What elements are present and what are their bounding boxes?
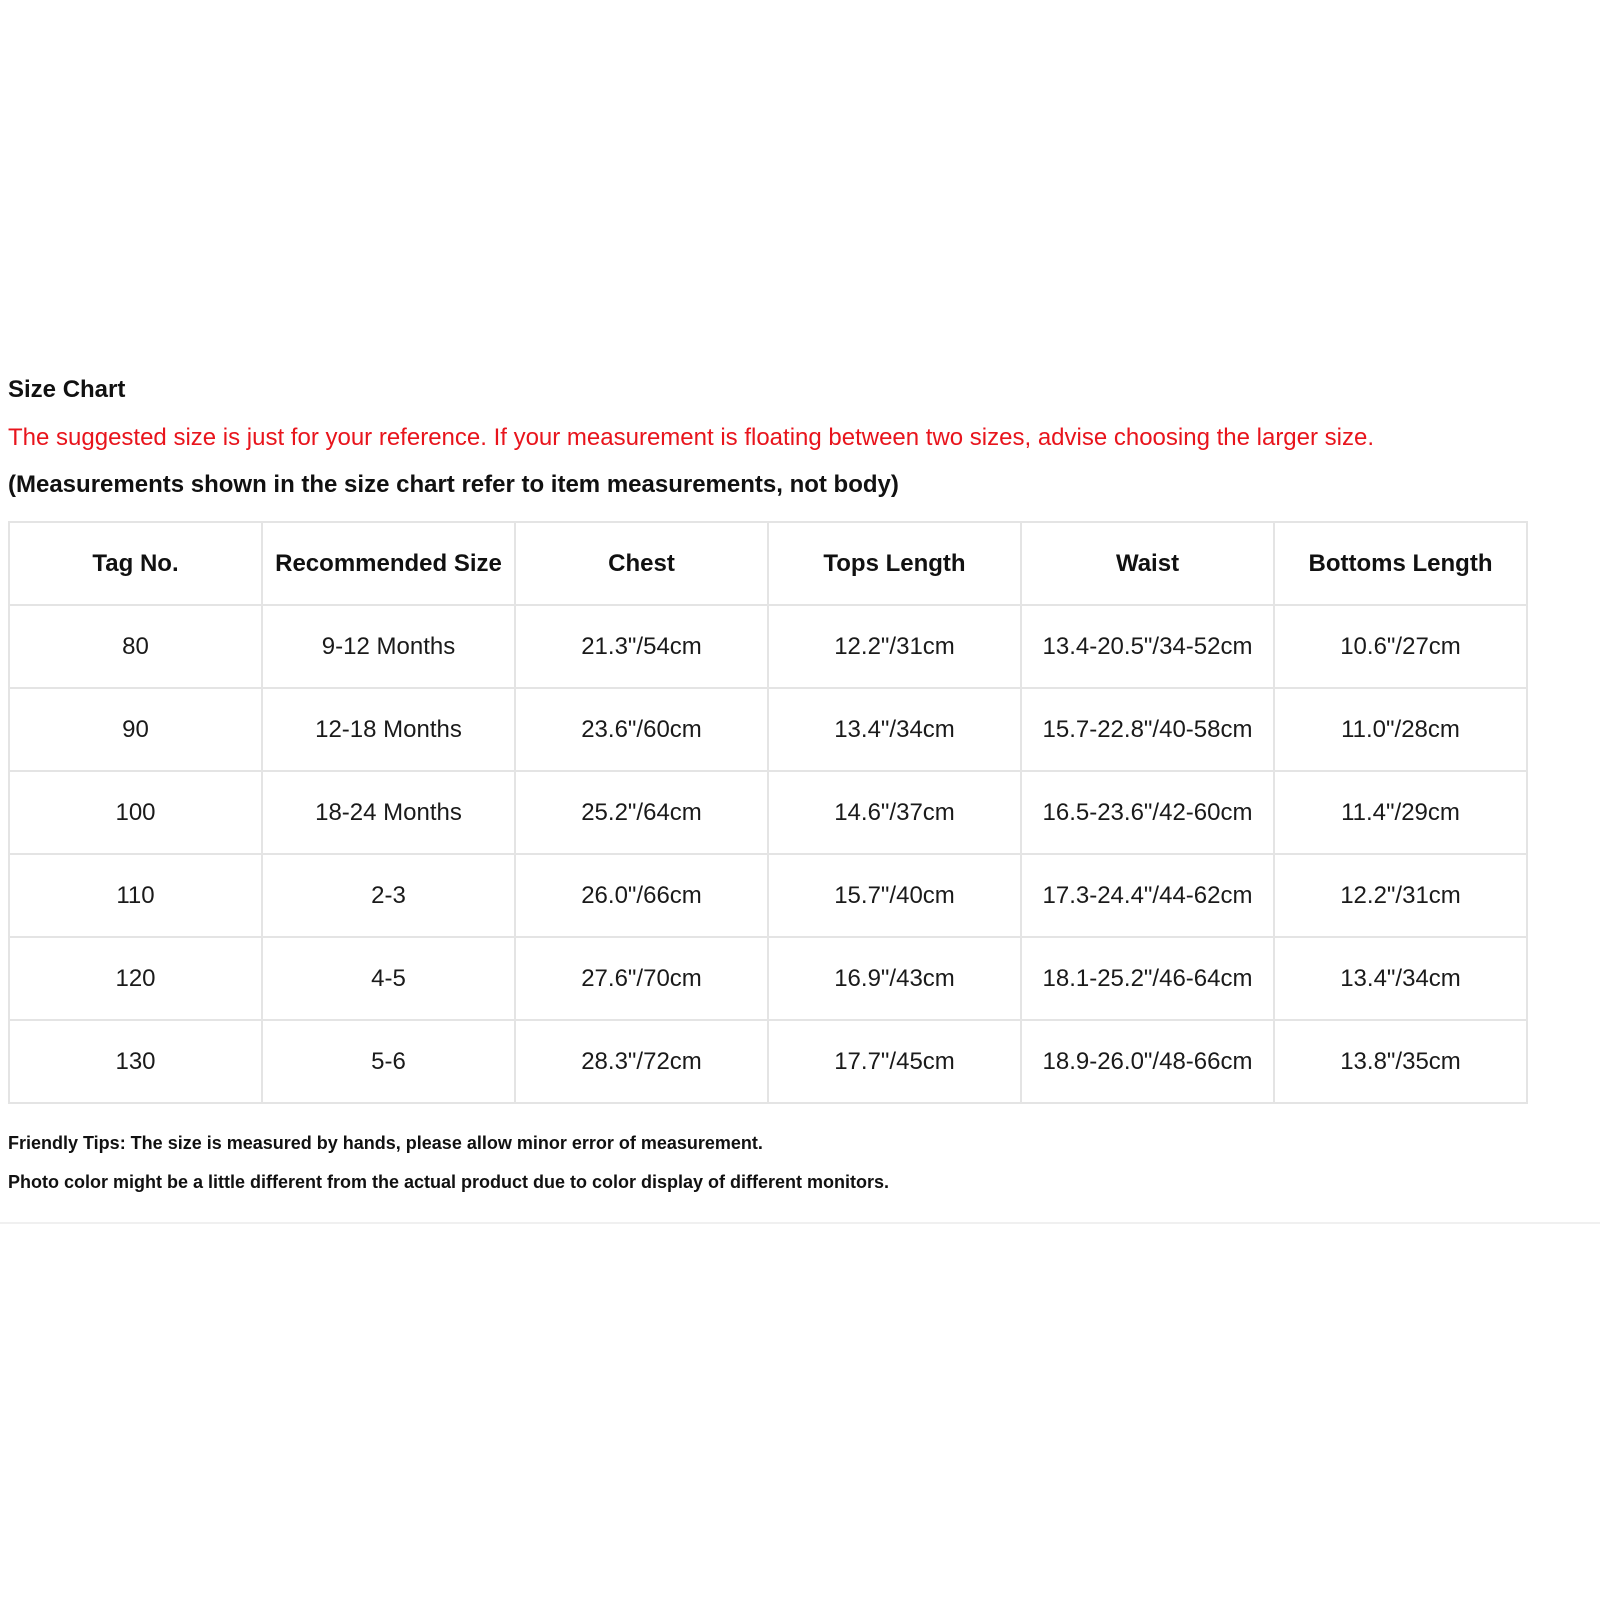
cell-chest: 27.6"/70cm <box>515 937 768 1020</box>
cell-tag-no: 90 <box>9 688 262 771</box>
cell-waist: 18.1-25.2"/46-64cm <box>1021 937 1274 1020</box>
cell-bottoms-length: 10.6"/27cm <box>1274 605 1527 688</box>
cell-bottoms-length: 13.8"/35cm <box>1274 1020 1527 1103</box>
cell-bottoms-length: 11.0"/28cm <box>1274 688 1527 771</box>
cell-tag-no: 130 <box>9 1020 262 1103</box>
cell-tops-length: 17.7"/45cm <box>768 1020 1021 1103</box>
cell-chest: 21.3"/54cm <box>515 605 768 688</box>
cell-waist: 16.5-23.6"/42-60cm <box>1021 771 1274 854</box>
table-row <box>9 937 1527 1020</box>
cell-tops-length: 12.2"/31cm <box>768 605 1021 688</box>
cell-chest: 25.2"/64cm <box>515 771 768 854</box>
cell-bottoms-length: 12.2"/31cm <box>1274 854 1527 937</box>
header-tops-length: Tops Length <box>768 522 1021 605</box>
header-recommended-size: Recommended Size <box>262 522 515 605</box>
cell-waist: 18.9-26.0"/48-66cm <box>1021 1020 1274 1103</box>
table-row <box>9 688 1527 771</box>
cell-tag-no: 110 <box>9 854 262 937</box>
header-tag-no: Tag No. <box>9 522 262 605</box>
cell-tops-length: 13.4"/34cm <box>768 688 1021 771</box>
cell-waist: 13.4-20.5"/34-52cm <box>1021 605 1274 688</box>
measurement-note: (Measurements shown in the size chart refer to item measurements, not body) <box>8 471 899 498</box>
table-header-row <box>9 522 1527 605</box>
cell-recommended-size: 9-12 Months <box>262 605 515 688</box>
size-notice: The suggested size is just for your reference. If your measurement is floating between two sizes, advise choosing the larger size. <box>8 424 1375 451</box>
friendly-tips <box>8 1132 1528 1193</box>
header-waist: Waist <box>1021 522 1274 605</box>
cell-recommended-size: 18-24 Months <box>262 771 515 854</box>
page-title: Size Chart <box>8 376 126 403</box>
size-table <box>8 521 1528 1104</box>
cell-tops-length: 14.6"/37cm <box>768 771 1021 854</box>
cell-waist: 15.7-22.8"/40-58cm <box>1021 688 1274 771</box>
cell-waist: 17.3-24.4"/44-62cm <box>1021 854 1274 937</box>
table-row <box>9 854 1527 937</box>
tip-photo-color: Photo color might be a little different from the actual product due to color display of different monitors. <box>8 1172 890 1192</box>
cell-tag-no: 100 <box>9 771 262 854</box>
header-bottoms-length: Bottoms Length <box>1274 522 1527 605</box>
table-row <box>9 1020 1527 1103</box>
cell-tops-length: 16.9"/43cm <box>768 937 1021 1020</box>
cell-bottoms-length: 13.4"/34cm <box>1274 937 1527 1020</box>
cell-recommended-size: 2-3 <box>262 854 515 937</box>
tip-measurement: Friendly Tips: The size is measured by hands, please allow minor error of measurement. <box>8 1133 763 1153</box>
cell-tag-no: 80 <box>9 605 262 688</box>
cell-recommended-size: 12-18 Months <box>262 688 515 771</box>
cell-recommended-size: 5-6 <box>262 1020 515 1103</box>
cell-chest: 23.6"/60cm <box>515 688 768 771</box>
size-chart-section <box>8 378 1528 1210</box>
header-chest: Chest <box>515 522 768 605</box>
cell-bottoms-length: 11.4"/29cm <box>1274 771 1527 854</box>
cell-chest: 26.0"/66cm <box>515 854 768 937</box>
divider <box>0 1222 1600 1224</box>
cell-tag-no: 120 <box>9 937 262 1020</box>
cell-chest: 28.3"/72cm <box>515 1020 768 1103</box>
cell-tops-length: 15.7"/40cm <box>768 854 1021 937</box>
table-row <box>9 605 1527 688</box>
table-row <box>9 771 1527 854</box>
cell-recommended-size: 4-5 <box>262 937 515 1020</box>
